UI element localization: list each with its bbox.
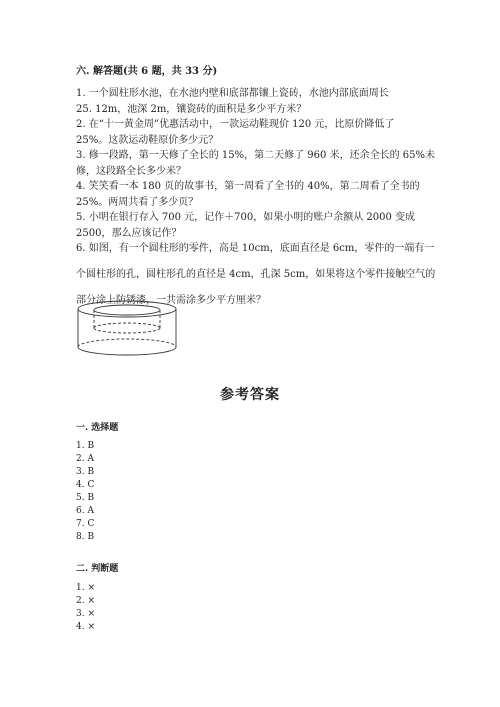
question-4 xyxy=(76,179,436,210)
question-line: 1. 一个圆柱形水池，在水池内壁和底部都镶上瓷砖，水池内部底面周长 xyxy=(76,88,389,99)
question-line: 部分涂上防锈漆，一共需涂多少平方厘米？ xyxy=(76,294,266,306)
question-1 xyxy=(76,86,436,117)
list-item: 2. × xyxy=(76,596,95,606)
question-6 xyxy=(76,214,436,314)
list-item: 3. B xyxy=(76,467,95,477)
question-3 xyxy=(76,148,436,179)
list-item: 7. C xyxy=(76,519,95,529)
cylinder-figure xyxy=(76,300,178,358)
question-line: 2. 在“十一黄金周”优惠活动中，一款运动鞋现价 120 元，比原价降低了 xyxy=(76,119,395,130)
list-item: 5. B xyxy=(76,493,95,503)
judge-answer-list xyxy=(76,582,95,634)
question-line: 25. 12m，池深 2m，镶瓷砖的面积是多少平方米？ xyxy=(76,103,307,115)
list-item: 8. B xyxy=(76,532,95,542)
list-item: 1. × xyxy=(76,583,95,593)
list-item: 1. B xyxy=(76,441,95,451)
question-line: 4. 笑笑看一本 180 页的故事书，第一周看了全书的 40%，第二周看了全书的 xyxy=(76,181,420,192)
list-item: 4. C xyxy=(76,480,95,490)
list-item: 2. A xyxy=(76,454,94,464)
question-2 xyxy=(76,117,436,148)
question-line: 5. 小明在银行存入 700 元，记作＋700，如果小明的账户余额从 2000 变成 xyxy=(76,212,416,223)
list-item: 3. × xyxy=(76,609,95,619)
choice-section-title: 一. 选择题 xyxy=(76,423,119,433)
choice-answer-list xyxy=(76,440,94,544)
question-line: 个圆柱形的孔，圆柱形孔的直径是 4cm，孔深 5cm，如果将这个零件接触空气的 xyxy=(76,268,436,280)
question-line: 修，这段路全长多少米？ xyxy=(76,165,186,177)
section-6-title: 六. 解答题(共 6 题，共 33 分) xyxy=(76,66,218,77)
question-line: 3. 修一段路，第一天修了全长的 15%，第二天修了 960 米，还余全长的 65%未 xyxy=(76,150,435,161)
question-line: 2500，那么应该记作？ xyxy=(76,227,182,239)
list-item: 4. × xyxy=(76,622,95,632)
answer-key-title: 参考答案 xyxy=(220,387,280,403)
question-line: 6. 如图，有一个圆柱形的零件，高是 10cm，底面直径是 6cm，零件的一端有一 xyxy=(76,243,435,254)
question-line: 25%。两周共看了多少页？ xyxy=(76,196,199,208)
list-item: 6. A xyxy=(76,506,94,516)
question-line: 25%。这款运动鞋原价多少元？ xyxy=(76,134,219,146)
judge-section-title: 二. 判断题 xyxy=(76,564,119,574)
